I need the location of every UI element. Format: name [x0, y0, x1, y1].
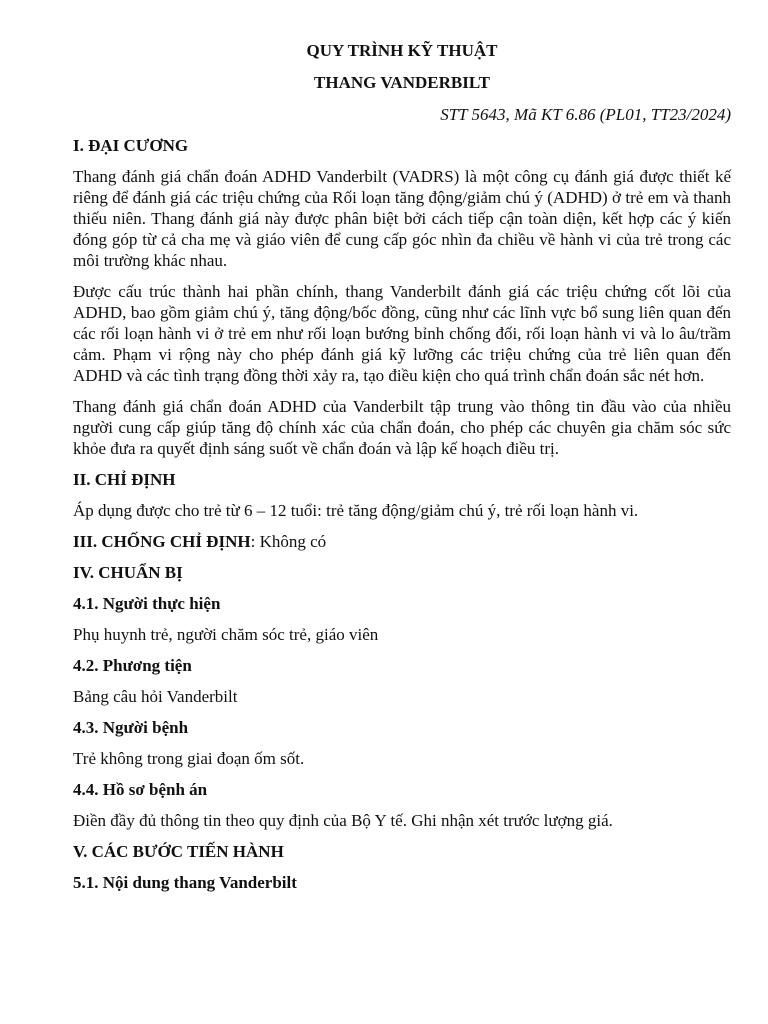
section-2-heading: II. CHỈ ĐỊNH	[73, 470, 176, 489]
section-1-paragraph: Thang đánh giá chẩn đoán ADHD Vanderbilt (VADRS) là một công cụ đánh giá được thiết kế riêng để đánh giá các triệu chứng của Rối loạn tăng động/giảm chú ý (ADHD) ở trẻ em và thanh thiếu niên. Thang đánh giá này được phân biệt bởi cách tiếp cận toàn diện, kết hợp các ý kiến đóng góp từ cả cha mẹ và giáo viên để cung cấp góc nhìn đa chiều về hành vi của trẻ trong các môi trường khác nhau.	[73, 167, 731, 270]
section-2-text: Áp dụng được cho trẻ từ 6 – 12 tuổi: trẻ tăng động/giảm chú ý, trẻ rối loạn hành vi.	[73, 501, 639, 520]
section-3-line	[73, 531, 731, 552]
document-title: QUY TRÌNH KỸ THUẬT	[306, 41, 498, 60]
subsection-4-3-text: Trẻ không trong giai đoạn ốm sốt.	[73, 749, 305, 768]
subsection-4-3-heading: 4.3. Người bệnh	[73, 718, 189, 737]
section-3-heading: III. CHỐNG CHỈ ĐỊNH	[73, 532, 251, 551]
subsection-4-1-text: Phụ huynh trẻ, người chăm sóc trẻ, giáo viên	[73, 625, 379, 644]
document-subtitle: THANG VANDERBILT	[314, 73, 490, 92]
subsection-4-4-heading: 4.4. Hồ sơ bệnh án	[73, 780, 208, 799]
subsection-4-1-heading: 4.1. Người thực hiện	[73, 594, 221, 613]
section-1-paragraph: Được cấu trúc thành hai phần chính, thang Vanderbilt đánh giá các triệu chứng cốt lõi của ADHD, bao gồm giảm chú ý, tăng động/bốc đồng, cũng như các lĩnh vực bổ sung liên quan đến các rối loạn hành vi ở trẻ em như rối loạn bướng bỉnh chống đối, rối loạn hành vi và lo âu/trầm cảm. Phạm vi rộng này cho phép đánh giá kỹ lưỡng các triệu chứng của trẻ liên quan đến ADHD và các tình trạng đồng thời xảy ra, tạo điều kiện cho quá trình chẩn đoán sắc nét hơn.	[73, 282, 731, 385]
subsection-4-4-text: Điền đầy đủ thông tin theo quy định của Bộ Y tế. Ghi nhận xét trước lượng giá.	[73, 811, 613, 830]
section-1-paragraph: Thang đánh giá chẩn đoán ADHD của Vanderbilt tập trung vào thông tin đầu vào của nhiều người cung cấp giúp tăng độ chính xác của chẩn đoán, cho phép các chuyên gia chăm sóc sức khỏe đưa ra quyết định sáng suốt về chẩn đoán và lập kế hoạch điều trị.	[73, 397, 731, 458]
document-reference: STT 5643, Mã KT 6.86 (PL01, TT23/2024)	[440, 105, 731, 124]
section-4-heading: IV. CHUẨN BỊ	[73, 563, 183, 582]
subsection-4-2-heading: 4.2. Phương tiện	[73, 656, 192, 675]
section-1-heading: I. ĐẠI CƯƠNG	[73, 136, 189, 155]
subsection-4-2-text: Bảng câu hỏi Vanderbilt	[73, 687, 238, 706]
section-3-text: : Không có	[250, 532, 327, 551]
subsection-5-1-heading: 5.1. Nội dung thang Vanderbilt	[73, 873, 297, 892]
section-5-heading: V. CÁC BƯỚC TIẾN HÀNH	[73, 842, 284, 861]
